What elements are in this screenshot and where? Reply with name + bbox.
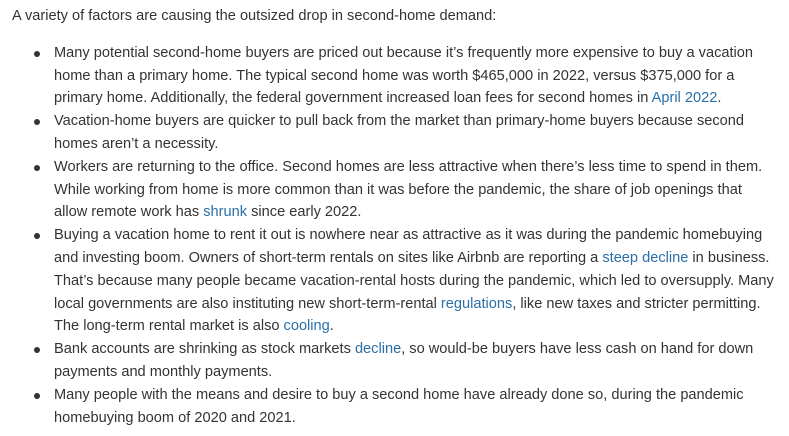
intro-paragraph: A variety of factors are causing the outsized drop in second-home demand: — [12, 8, 497, 24]
item-text: Vacation-home buyers are quicker to pull back from the market than primary-home buyers because second homes aren’t a necessity. — [54, 113, 745, 152]
item-text: . — [329, 318, 334, 335]
item-text: Many people with the means and desire to buy a second home have already done so, during the pandemic homebuying boom of 2020 and 2021. — [54, 386, 744, 426]
bullet-icon — [34, 233, 40, 239]
list-item — [54, 338, 777, 384]
inline-link[interactable]: April 2022 — [651, 90, 718, 107]
bullet-icon — [34, 119, 40, 125]
list-item — [54, 42, 777, 110]
inline-link[interactable]: steep decline — [602, 249, 689, 266]
list-item — [54, 156, 777, 224]
list-item — [54, 384, 777, 430]
inline-link[interactable]: cooling — [283, 318, 330, 335]
list-item — [54, 224, 777, 338]
item-text: , like new taxes and stricter permitting. The long-term rental market is also — [54, 295, 761, 335]
item-text: Buying a vacation home to rent it out is nowhere near as attractive as it was during the pandemic homebuying and investing boom. Owners of short-term rentals on sites like Airbnb are reporting a — [54, 227, 763, 266]
item-text: in business. That’s because many people became vacation-rental hosts during the pandemic, which led to oversupply. Many local governments are also instituting new short-term-rental — [54, 249, 774, 312]
inline-link[interactable]: decline — [354, 341, 402, 358]
item-text: Bank accounts are shrinking as stock markets — [54, 341, 355, 358]
bullet-icon — [34, 51, 40, 57]
item-text: , so would-be buyers have less cash on hand for down payments and monthly payments. — [54, 341, 754, 380]
list-item — [54, 110, 777, 156]
item-text: Many potential second-home buyers are priced out because it’s frequently more expensive to buy a vacation home than a primary home. The typical second home was worth $465,000 in 2022, versus $375,000 for a primary home. Additionally, the federal government increased loan fees for second homes in — [54, 44, 754, 107]
inline-link[interactable]: regulations — [440, 295, 513, 312]
item-text: since early 2022. — [247, 204, 362, 221]
inline-link[interactable]: shrunk — [203, 204, 248, 221]
bullet-icon — [34, 165, 40, 171]
bullet-icon — [34, 393, 40, 399]
item-text: Workers are returning to the office. Second homes are less attractive when there’s less time to spend in them. While working from home is more common than it was before the pandemic, the share of job openings that allow remote work has — [54, 158, 763, 221]
bullet-icon — [34, 347, 40, 353]
item-text: . — [717, 90, 722, 107]
reasons-list — [12, 42, 777, 430]
